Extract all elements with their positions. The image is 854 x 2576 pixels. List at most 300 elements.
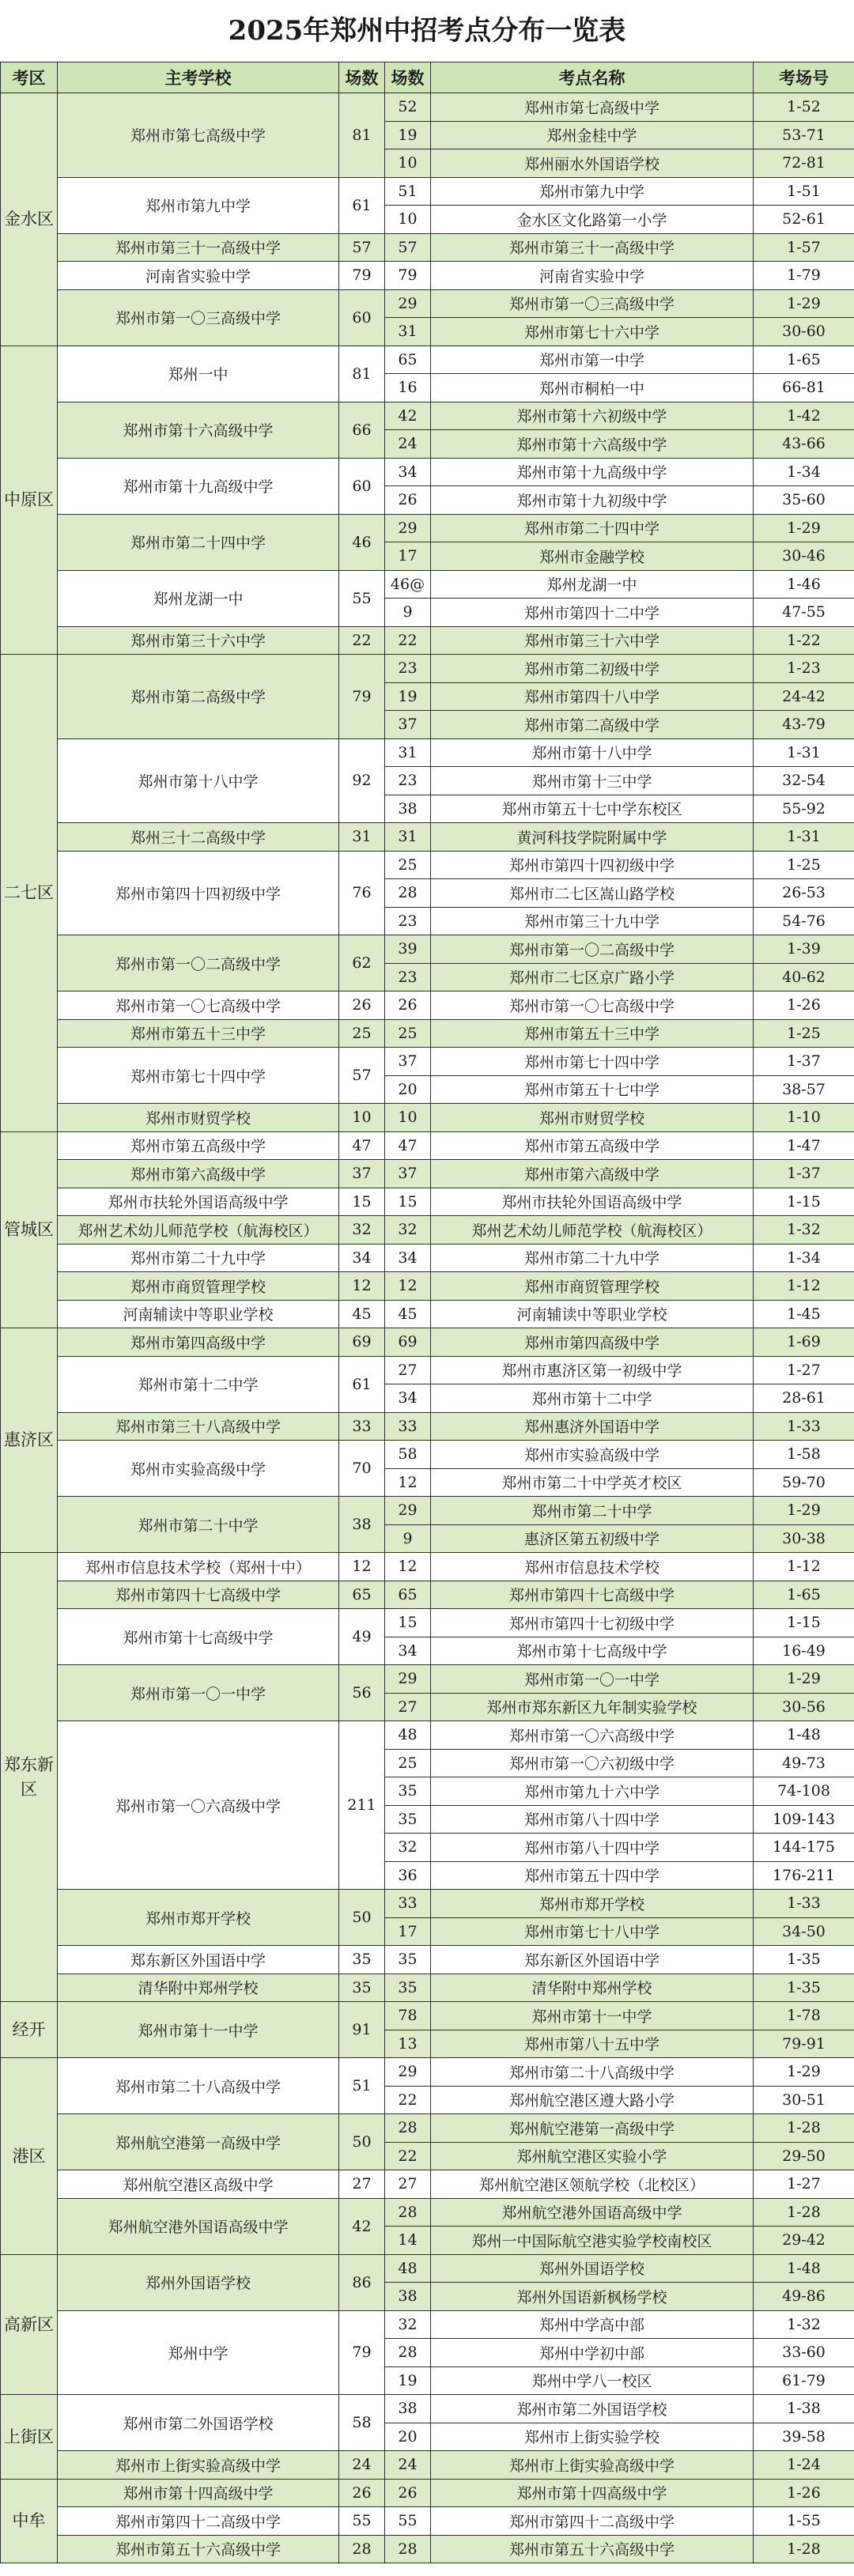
site-name-cell: 郑州丽水外国语学校 (431, 149, 754, 178)
school-count-cell: 56 (339, 1665, 385, 1721)
site-count-cell: 26 (385, 2479, 431, 2507)
site-name-cell: 郑州市第四十二中学 (431, 599, 754, 627)
site-name-cell: 郑州市第八十四中学 (431, 1834, 754, 1862)
site-name-cell: 郑州市第五高级中学 (431, 1131, 754, 1160)
site-name-cell: 郑州市第十七高级中学 (431, 1637, 754, 1665)
school-count-cell: 58 (339, 2395, 385, 2451)
main-school-cell: 郑州市第二十八高级中学 (58, 2058, 339, 2114)
school-count-cell: 211 (339, 1721, 385, 1890)
site-name-cell: 郑州航空港区实验小学 (431, 2142, 754, 2170)
main-school-cell: 河南省实验中学 (58, 262, 339, 290)
room-range-cell: 1-51 (754, 177, 854, 206)
site-name-cell: 郑州市第五十四中学 (431, 1861, 754, 1890)
site-count-cell: 69 (385, 1328, 431, 1357)
table-row (1, 1300, 854, 1328)
room-range-cell: 24-42 (754, 682, 854, 711)
room-range-cell: 29-50 (754, 2142, 854, 2170)
district-cell: 高新区 (1, 2254, 58, 2395)
room-range-cell: 1-12 (754, 1553, 854, 1581)
site-name-cell: 清华附中郑州学校 (431, 1974, 754, 2002)
school-count-cell: 22 (339, 626, 385, 655)
room-range-cell: 1-23 (754, 655, 854, 683)
site-name-cell: 郑州市第一〇一中学 (431, 1665, 754, 1694)
site-count-cell: 23 (385, 767, 431, 795)
site-name-cell: 郑州艺术幼儿师范学校（航海校区） (431, 1216, 754, 1245)
room-range-cell: 1-29 (754, 514, 854, 542)
main-school-cell: 郑州市第十七高级中学 (58, 1609, 339, 1665)
room-range-cell: 1-55 (754, 2507, 854, 2536)
school-count-cell: 65 (339, 1581, 385, 1609)
room-range-cell: 30-51 (754, 2086, 854, 2114)
school-count-cell: 92 (339, 738, 385, 823)
site-count-cell: 79 (385, 262, 431, 290)
main-school-cell: 郑州市第十九高级中学 (58, 458, 339, 514)
table-row (1, 1441, 854, 1469)
room-range-cell: 43-66 (754, 430, 854, 459)
site-name-cell: 郑州一中国际航空港实验学校南校区 (431, 2227, 754, 2255)
site-name-cell: 郑州市第九十六中学 (431, 1777, 754, 1806)
room-range-cell: 1-33 (754, 1412, 854, 1441)
site-count-cell: 25 (385, 851, 431, 879)
main-school-cell: 郑州市第七高级中学 (58, 93, 339, 178)
site-name-cell: 郑州市第十九初级中学 (431, 486, 754, 515)
room-range-cell: 59-70 (754, 1468, 854, 1497)
header-district: 考区 (1, 62, 58, 93)
room-range-cell: 38-57 (754, 1075, 854, 1104)
table-row (1, 262, 854, 290)
header-site-count: 场数 (385, 62, 431, 93)
table-row (1, 823, 854, 852)
site-name-cell: 郑州航空港外国语高级中学 (431, 2198, 754, 2227)
main-school-cell: 郑州市财贸学校 (58, 1104, 339, 1132)
room-range-cell: 30-46 (754, 542, 854, 571)
room-range-cell: 34-50 (754, 1917, 854, 1946)
site-name-cell: 郑州市第五十三中学 (431, 1019, 754, 1048)
room-range-cell: 1-34 (754, 1244, 854, 1272)
main-school-cell: 郑州市第五十六高级中学 (58, 2535, 339, 2563)
site-name-cell: 郑州市信息技术学校 (431, 1553, 754, 1581)
school-count-cell: 25 (339, 1019, 385, 1048)
district-cell: 经开 (1, 2002, 58, 2058)
table-row (1, 626, 854, 655)
site-count-cell: 65 (385, 346, 431, 374)
school-count-cell: 33 (339, 1412, 385, 1441)
table-header-row (1, 62, 854, 93)
room-range-cell: 1-29 (754, 1665, 854, 1694)
district-cell: 金水区 (1, 93, 58, 346)
site-count-cell: 29 (385, 514, 431, 542)
room-range-cell: 1-79 (754, 262, 854, 290)
table-row (1, 1553, 854, 1581)
site-count-cell: 10 (385, 206, 431, 234)
table-row (1, 1131, 854, 1160)
site-name-cell: 金水区文化路第一小学 (431, 206, 754, 234)
site-name-cell: 郑州市第五十六高级中学 (431, 2535, 754, 2563)
site-count-cell: 28 (385, 2339, 431, 2367)
site-name-cell: 郑州航空港区遵大路小学 (431, 2086, 754, 2114)
school-count-cell: 79 (339, 655, 385, 739)
table-row (1, 1974, 854, 2002)
school-count-cell: 10 (339, 1104, 385, 1132)
school-count-cell: 55 (339, 2507, 385, 2536)
room-range-cell: 1-37 (754, 1160, 854, 1188)
room-range-cell: 49-86 (754, 2283, 854, 2311)
room-range-cell: 47-55 (754, 599, 854, 627)
site-name-cell: 郑州市第二十中学 (431, 1497, 754, 1525)
site-count-cell: 17 (385, 542, 431, 571)
table-row (1, 177, 854, 206)
site-name-cell: 郑州市第八十五中学 (431, 2030, 754, 2058)
main-school-cell: 郑州市第一〇二高级中学 (58, 935, 339, 991)
school-count-cell: 12 (339, 1272, 385, 1301)
room-range-cell: 54-76 (754, 907, 854, 935)
room-range-cell: 1-12 (754, 1272, 854, 1301)
site-name-cell: 郑州市第一〇六初级中学 (431, 1749, 754, 1777)
site-count-cell: 20 (385, 1075, 431, 1104)
site-count-cell: 16 (385, 374, 431, 402)
site-count-cell: 10 (385, 149, 431, 178)
site-count-cell: 33 (385, 1890, 431, 1918)
header-site-name: 考点名称 (431, 62, 754, 93)
main-school-cell: 郑州市第一〇六高级中学 (58, 1721, 339, 1890)
table-row (1, 1160, 854, 1188)
room-range-cell: 43-79 (754, 711, 854, 739)
table-row (1, 2198, 854, 2227)
school-count-cell: 26 (339, 2479, 385, 2507)
table-row (1, 2170, 854, 2199)
site-name-cell: 郑州市第十八中学 (431, 738, 754, 767)
site-count-cell: 28 (385, 2198, 431, 2227)
school-count-cell: 57 (339, 1048, 385, 1104)
main-school-cell: 郑州市第五高级中学 (58, 1131, 339, 1160)
main-school-cell: 郑州市商贸管理学校 (58, 1272, 339, 1301)
room-range-cell: 1-31 (754, 823, 854, 852)
site-count-cell: 12 (385, 1272, 431, 1301)
site-count-cell: 15 (385, 1188, 431, 1216)
table-row (1, 2535, 854, 2563)
room-range-cell: 1-78 (754, 2002, 854, 2030)
main-school-cell: 郑州市郑开学校 (58, 1890, 339, 1946)
table-row (1, 1665, 854, 1694)
school-count-cell: 32 (339, 1216, 385, 1245)
main-school-cell: 郑州市第四十七高级中学 (58, 1581, 339, 1609)
school-count-cell: 12 (339, 1553, 385, 1581)
table-row (1, 570, 854, 599)
table-row (1, 1721, 854, 1750)
site-count-cell: 52 (385, 93, 431, 122)
site-count-cell: 48 (385, 1721, 431, 1750)
room-range-cell: 144-175 (754, 1834, 854, 1862)
main-school-cell: 郑州航空港区高级中学 (58, 2170, 339, 2199)
site-count-cell: 19 (385, 2366, 431, 2395)
room-range-cell: 29-42 (754, 2227, 854, 2255)
site-count-cell: 46@ (385, 570, 431, 599)
site-name-cell: 郑州市二七区京广路小学 (431, 963, 754, 991)
room-range-cell: 1-31 (754, 738, 854, 767)
main-school-cell: 清华附中郑州学校 (58, 1974, 339, 2002)
main-school-cell: 郑州三十二高级中学 (58, 823, 339, 852)
site-name-cell: 河南辅读中等职业学校 (431, 1300, 754, 1328)
district-cell: 二七区 (1, 655, 58, 1132)
site-name-cell: 郑州市第四高级中学 (431, 1328, 754, 1357)
school-count-cell: 51 (339, 2058, 385, 2114)
school-count-cell: 37 (339, 1160, 385, 1188)
main-school-cell: 郑州外国语学校 (58, 2254, 339, 2310)
site-count-cell: 39 (385, 935, 431, 964)
table-row (1, 289, 854, 318)
site-count-cell: 29 (385, 1665, 431, 1694)
site-name-cell: 郑州市第三十九中学 (431, 907, 754, 935)
room-range-cell: 1-28 (754, 2535, 854, 2563)
site-name-cell: 郑州市实验高级中学 (431, 1441, 754, 1469)
room-range-cell: 1-25 (754, 851, 854, 879)
school-count-cell: 79 (339, 262, 385, 290)
main-school-cell: 郑州一中 (58, 346, 339, 402)
site-count-cell: 20 (385, 2423, 431, 2451)
site-count-cell: 48 (385, 2254, 431, 2283)
site-name-cell: 郑州市第六高级中学 (431, 1160, 754, 1188)
school-count-cell: 42 (339, 2198, 385, 2254)
room-range-cell: 1-10 (754, 1104, 854, 1132)
site-name-cell: 郑州市第十六高级中学 (431, 430, 754, 459)
main-school-cell: 郑州市第三十八高级中学 (58, 1412, 339, 1441)
room-range-cell: 39-58 (754, 2423, 854, 2451)
main-school-cell: 郑州市第二十中学 (58, 1497, 339, 1553)
main-school-cell: 郑州市第二十九中学 (58, 1244, 339, 1272)
site-count-cell: 37 (385, 711, 431, 739)
table-row (1, 1048, 854, 1076)
site-count-cell: 27 (385, 1356, 431, 1384)
district-cell: 中牟 (1, 2479, 58, 2563)
room-range-cell: 1-24 (754, 2451, 854, 2480)
room-range-cell: 55-92 (754, 795, 854, 823)
site-name-cell: 郑州市第五十七中学 (431, 1075, 754, 1104)
school-count-cell: 26 (339, 991, 385, 1020)
site-count-cell: 28 (385, 2114, 431, 2143)
school-count-cell: 60 (339, 458, 385, 514)
room-range-cell: 1-48 (754, 1721, 854, 1750)
table-row (1, 346, 854, 374)
table-row (1, 2395, 854, 2423)
room-range-cell: 1-35 (754, 1946, 854, 1974)
main-school-cell: 郑州市第七十四中学 (58, 1048, 339, 1104)
site-name-cell: 郑州市第十六初级中学 (431, 402, 754, 430)
school-count-cell: 35 (339, 1974, 385, 2002)
site-count-cell: 33 (385, 1412, 431, 1441)
site-count-cell: 29 (385, 2058, 431, 2087)
school-count-cell: 57 (339, 233, 385, 262)
site-name-cell: 郑州航空港区领航学校（北校区） (431, 2170, 754, 2199)
site-name-cell: 郑州市第三十一高级中学 (431, 233, 754, 262)
school-count-cell: 49 (339, 1609, 385, 1665)
room-range-cell: 49-73 (754, 1749, 854, 1777)
main-school-cell: 郑州市第十八中学 (58, 738, 339, 823)
site-count-cell: 26 (385, 486, 431, 515)
room-range-cell: 30-60 (754, 318, 854, 346)
room-range-cell: 1-29 (754, 2058, 854, 2087)
site-name-cell: 郑州市第四十七初级中学 (431, 1609, 754, 1637)
table-row (1, 2507, 854, 2536)
district-cell: 管城区 (1, 1131, 58, 1328)
school-count-cell: 61 (339, 177, 385, 233)
site-count-cell: 37 (385, 1160, 431, 1188)
site-count-cell: 35 (385, 1946, 431, 1974)
site-count-cell: 19 (385, 682, 431, 711)
school-count-cell: 81 (339, 346, 385, 402)
site-count-cell: 28 (385, 879, 431, 908)
school-count-cell: 27 (339, 2170, 385, 2199)
site-count-cell: 17 (385, 1917, 431, 1946)
table-row (1, 1946, 854, 1974)
site-name-cell: 郑州市第七高级中学 (431, 93, 754, 122)
site-count-cell: 47 (385, 1131, 431, 1160)
table-row (1, 2310, 854, 2339)
room-range-cell: 33-60 (754, 2339, 854, 2367)
table-row (1, 991, 854, 1020)
school-count-cell: 31 (339, 823, 385, 852)
site-count-cell: 57 (385, 233, 431, 262)
school-count-cell: 35 (339, 1946, 385, 1974)
room-range-cell: 1-58 (754, 1441, 854, 1469)
table-row (1, 2479, 854, 2507)
room-range-cell: 109-143 (754, 1805, 854, 1834)
site-count-cell: 34 (385, 1637, 431, 1665)
room-range-cell: 1-29 (754, 289, 854, 318)
district-cell: 惠济区 (1, 1328, 58, 1553)
site-name-cell: 郑州市二七区嵩山路学校 (431, 879, 754, 908)
site-name-cell: 郑州市郑东新区九年制实验学校 (431, 1693, 754, 1721)
main-school-cell: 郑东新区外国语中学 (58, 1946, 339, 1974)
school-count-cell: 50 (339, 1890, 385, 1946)
room-range-cell: 1-47 (754, 1131, 854, 1160)
main-school-cell: 郑州中学 (58, 2310, 339, 2395)
site-count-cell: 25 (385, 1749, 431, 1777)
site-name-cell: 郑州市金融学校 (431, 542, 754, 571)
table-row (1, 1272, 854, 1301)
site-count-cell: 31 (385, 823, 431, 852)
header-school-count: 场数 (339, 62, 385, 93)
site-name-cell: 郑州市郑开学校 (431, 1890, 754, 1918)
room-range-cell: 176-211 (754, 1861, 854, 1890)
table-row (1, 935, 854, 964)
table-row (1, 2114, 854, 2143)
site-count-cell: 13 (385, 2030, 431, 2058)
site-count-cell: 35 (385, 1974, 431, 2002)
site-name-cell: 郑州市第十一中学 (431, 2002, 754, 2030)
site-count-cell: 27 (385, 1693, 431, 1721)
room-range-cell: 40-62 (754, 963, 854, 991)
main-school-cell: 郑州市第三十一高级中学 (58, 233, 339, 262)
room-range-cell: 1-35 (754, 1974, 854, 2002)
site-count-cell: 9 (385, 599, 431, 627)
site-count-cell: 31 (385, 318, 431, 346)
table-row (1, 1216, 854, 1245)
site-count-cell: 27 (385, 2170, 431, 2199)
room-range-cell: 1-26 (754, 2479, 854, 2507)
room-range-cell: 32-54 (754, 767, 854, 795)
room-range-cell: 1-46 (754, 570, 854, 599)
site-count-cell: 22 (385, 626, 431, 655)
site-name-cell: 河南省实验中学 (431, 262, 754, 290)
site-name-cell: 郑州市第一中学 (431, 346, 754, 374)
site-count-cell: 10 (385, 1104, 431, 1132)
room-range-cell: 66-81 (754, 374, 854, 402)
main-school-cell: 郑州市第四高级中学 (58, 1328, 339, 1357)
site-name-cell: 郑州市第十九高级中学 (431, 458, 754, 486)
site-name-cell: 郑州市第一〇三高级中学 (431, 289, 754, 318)
site-name-cell: 郑州市上街实验高级中学 (431, 2451, 754, 2480)
table-row (1, 2002, 854, 2030)
site-count-cell: 22 (385, 2142, 431, 2170)
site-name-cell: 郑州市第五十七中学东校区 (431, 795, 754, 823)
site-count-cell: 32 (385, 1216, 431, 1245)
room-range-cell: 74-108 (754, 1777, 854, 1806)
site-count-cell: 14 (385, 2227, 431, 2255)
table-row (1, 1356, 854, 1384)
main-school-cell: 郑州龙湖一中 (58, 570, 339, 626)
site-name-cell: 郑州市财贸学校 (431, 1104, 754, 1132)
page-title: 2025年郑州中招考点分布一览表 (228, 15, 626, 47)
site-name-cell: 郑州市第二十中学英才校区 (431, 1468, 754, 1497)
main-school-cell: 郑州市第三十六中学 (58, 626, 339, 655)
school-count-cell: 69 (339, 1328, 385, 1357)
main-school-cell: 郑州市上街实验高级中学 (58, 2451, 339, 2480)
site-name-cell: 郑州龙湖一中 (431, 570, 754, 599)
room-range-cell: 61-79 (754, 2366, 854, 2395)
site-count-cell: 26 (385, 991, 431, 1020)
site-name-cell: 郑州外国语新枫杨学校 (431, 2283, 754, 2311)
room-range-cell: 1-65 (754, 1581, 854, 1609)
school-count-cell: 45 (339, 1300, 385, 1328)
district-cell: 港区 (1, 2058, 58, 2255)
site-name-cell: 郑州市第十二中学 (431, 1384, 754, 1413)
table-row (1, 655, 854, 683)
site-name-cell: 郑州市第二十四中学 (431, 514, 754, 542)
site-count-cell: 38 (385, 795, 431, 823)
site-name-cell: 郑州市第七十四中学 (431, 1048, 754, 1076)
table-row (1, 1609, 854, 1637)
table-row (1, 1019, 854, 1048)
site-count-cell: 32 (385, 1834, 431, 1862)
school-count-cell: 86 (339, 2254, 385, 2310)
room-range-cell: 1-22 (754, 626, 854, 655)
table-row (1, 2058, 854, 2087)
room-range-cell: 1-65 (754, 346, 854, 374)
site-count-cell: 36 (385, 1861, 431, 1890)
site-count-cell: 42 (385, 402, 431, 430)
school-count-cell: 62 (339, 935, 385, 991)
site-count-cell: 12 (385, 1468, 431, 1497)
header-room-range: 考场号 (754, 62, 854, 93)
school-count-cell: 79 (339, 2310, 385, 2395)
site-count-cell: 23 (385, 963, 431, 991)
room-range-cell: 1-29 (754, 1497, 854, 1525)
site-count-cell: 55 (385, 2507, 431, 2536)
site-name-cell: 郑州惠济外国语中学 (431, 1412, 754, 1441)
site-name-cell: 惠济区第五初级中学 (431, 1524, 754, 1553)
site-name-cell: 郑州外国语学校 (431, 2254, 754, 2283)
school-count-cell: 34 (339, 1244, 385, 1272)
site-count-cell: 34 (385, 458, 431, 486)
school-count-cell: 91 (339, 2002, 385, 2058)
room-range-cell: 1-34 (754, 458, 854, 486)
room-range-cell: 1-32 (754, 2310, 854, 2339)
site-name-cell: 郑州市惠济区第一初级中学 (431, 1356, 754, 1384)
site-name-cell: 郑州市第一〇二高级中学 (431, 935, 754, 964)
site-name-cell: 郑州市第二十九中学 (431, 1244, 754, 1272)
table-row (1, 1497, 854, 1525)
district-cell: 上街区 (1, 2395, 58, 2480)
